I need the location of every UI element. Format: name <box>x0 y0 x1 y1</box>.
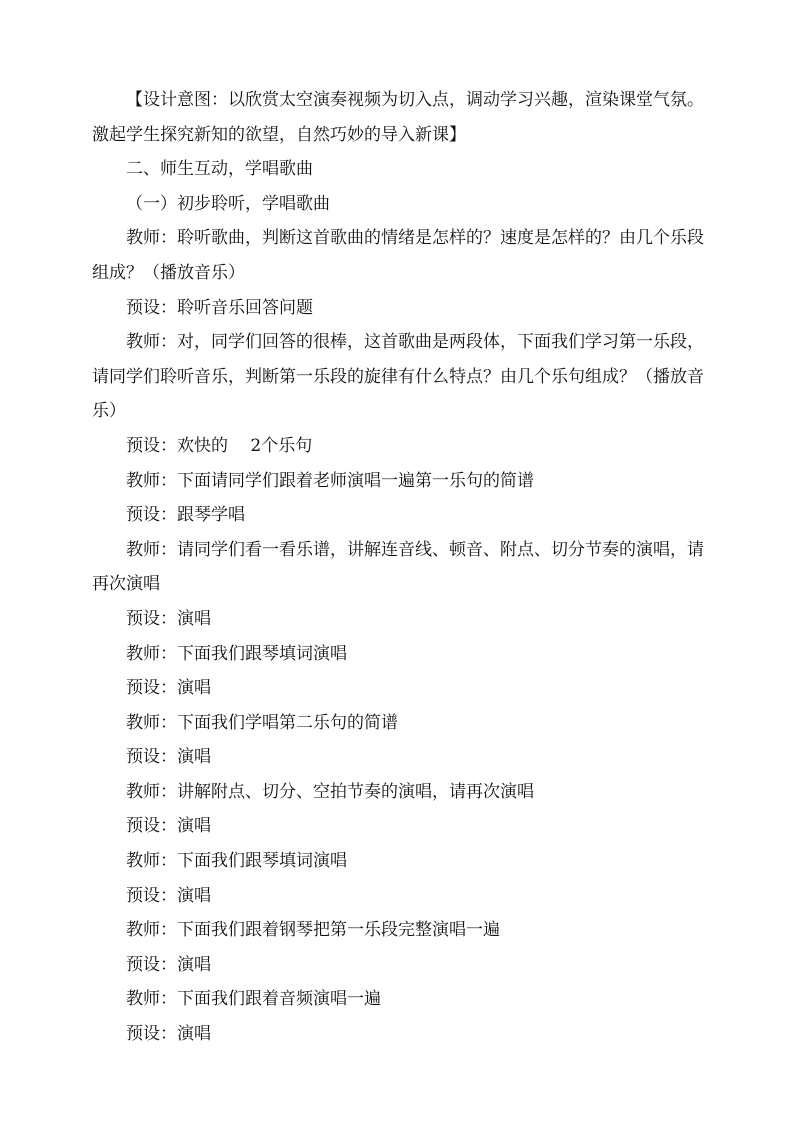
expected-response-line: 预设：演唱 <box>126 816 211 837</box>
expected-response-line: 预设：聆听音乐回答问题 <box>126 297 313 318</box>
expected-response-line: 预设：演唱 <box>126 747 211 768</box>
teacher-line: 教师：聆听歌曲，判断这首歌曲的情绪是怎样的？速度是怎样的？由几个乐段组成？（播放音乐） <box>92 228 704 283</box>
teacher-line: 教师：讲解附点、切分、空拍节奏的演唱，请再次演唱 <box>126 781 534 802</box>
subsection-heading: （一）初步聆听，学唱歌曲 <box>126 193 330 214</box>
teacher-line: 教师：下面我们跟着音频演唱一遍 <box>126 989 381 1010</box>
lesson-plan-body <box>92 83 708 1052</box>
design-intent-paragraph: 【设计意图：以欣赏太空演奏视频为切入点，调动学习兴趣，渲染课堂气氛。激起学生探究新知的欲望，自然巧妙的导入新课】 <box>92 90 704 145</box>
teacher-line: 教师：对，同学们回答的很棒，这首歌曲是两段体，下面我们学习第一乐段，请同学们聆听音乐，判断第一乐段的旋律有什么特点？由几个乐句组成？（播放音乐） <box>92 332 704 422</box>
teacher-line: 教师：请同学们看一看乐谱，讲解连音线、顿音、附点、切分节奏的演唱，请再次演唱 <box>92 539 704 595</box>
teacher-line: 教师：下面我们学唱第二乐句的简谱 <box>126 712 398 733</box>
teacher-line: 教师：下面我们跟琴填词演唱 <box>126 851 347 872</box>
teacher-line: 教师：下面我们跟着钢琴把第一乐段完整演唱一遍 <box>126 920 500 941</box>
expected-response-line: 预设：欢快的 2个乐句 <box>126 435 313 456</box>
expected-response-line: 预设：演唱 <box>126 1024 211 1045</box>
expected-response-line: 预设：演唱 <box>126 954 211 975</box>
teacher-line: 教师：下面我们跟琴填词演唱 <box>126 643 347 664</box>
expected-response-line: 预设：演唱 <box>126 678 211 699</box>
expected-response-line: 预设：演唱 <box>126 885 211 906</box>
expected-response-line: 预设：演唱 <box>126 608 211 629</box>
section-heading: 二、师生互动，学唱歌曲 <box>126 159 313 180</box>
teacher-line: 教师：下面请同学们跟着老师演唱一遍第一乐句的简谱 <box>126 470 534 491</box>
expected-response-line: 预设：跟琴学唱 <box>126 505 245 526</box>
